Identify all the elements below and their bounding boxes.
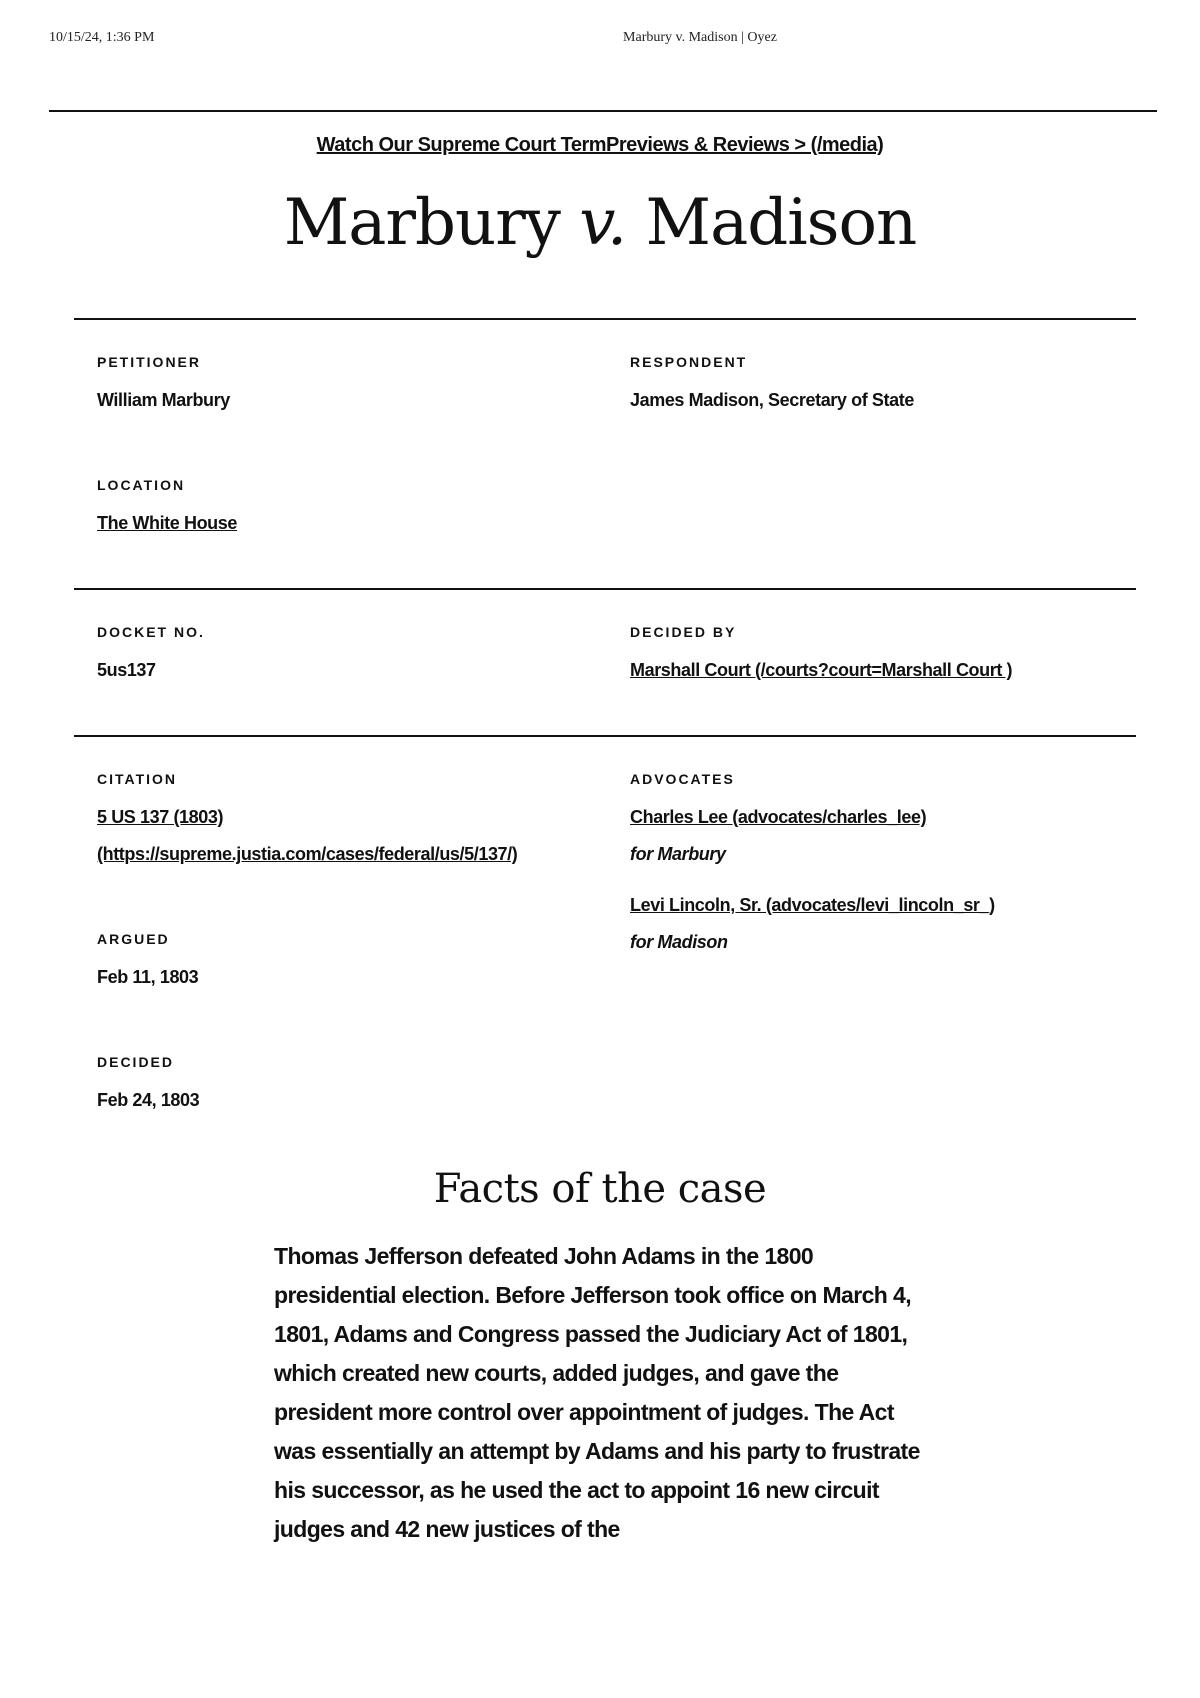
decided-by-link[interactable]: Marshall Court (/courts?court=Marshall Court ) <box>630 660 1013 680</box>
facts-heading: Facts of the case <box>433 1166 767 1212</box>
petitioner-value: William Marbury <box>97 390 230 410</box>
argued-value: Feb 11, 1803 <box>97 967 199 987</box>
location-label: LOCATION <box>97 477 186 493</box>
top-divider <box>49 110 1157 112</box>
petitioner-field <box>97 354 230 419</box>
print-header <box>0 30 1200 52</box>
section-divider <box>74 588 1136 590</box>
print-page-title: Marbury v. Madison | Oyez <box>623 30 777 45</box>
advocate-role: for Madison <box>630 932 728 952</box>
citation-link-text: 5 US 137 (1803) <box>97 807 224 827</box>
advocate-link[interactable]: Levi Lincoln, Sr. (advocates/levi_lincoln_sr_) <box>630 895 995 915</box>
docket-field <box>97 624 205 689</box>
case-title-petitioner: Marbury <box>283 186 580 260</box>
advocates-field <box>630 771 995 961</box>
docket-label: DOCKET NO. <box>97 624 205 640</box>
section-divider <box>74 735 1136 737</box>
section-divider <box>74 318 1136 320</box>
location-field <box>97 477 237 542</box>
docket-value: 5us137 <box>97 660 156 680</box>
decided-by-field <box>630 624 1012 689</box>
petitioner-label: PETITIONER <box>97 354 202 370</box>
citation-link[interactable] <box>97 799 517 873</box>
citation-label: CITATION <box>97 771 178 787</box>
decided-label: DECIDED <box>97 1054 175 1070</box>
respondent-field <box>630 354 914 419</box>
decided-by-label: DECIDED BY <box>630 624 737 640</box>
respondent-value: James Madison, Secretary of State <box>630 390 914 410</box>
argued-label: ARGUED <box>97 931 170 947</box>
citation-field <box>97 771 517 873</box>
advocate-link[interactable]: Charles Lee (advocates/charles_lee) <box>630 807 927 827</box>
respondent-label: RESPONDENT <box>630 354 748 370</box>
decided-field <box>97 1054 199 1119</box>
argued-field <box>97 931 198 996</box>
print-date: 10/15/24, 1:36 PM <box>49 30 155 45</box>
advocate-role: for Marbury <box>630 844 726 864</box>
facts-body: Thomas Jefferson defeated John Adams in the 1800 presidential election. Before Jefferson took office on March 4, 1801, Adams and Congress passed the Judiciary Act of 1801, which created new courts, added judges, and gave the president more control over appointment of judges. The Act was essentially an attempt by Adams and his party to frustrate his successor, as he used the act to appoint 16 new circuit judges and 42 new justices of the <box>274 1243 920 1542</box>
location-link[interactable]: The White House <box>97 513 238 533</box>
decided-value: Feb 24, 1803 <box>97 1090 200 1110</box>
case-title-versus: v. <box>579 186 627 260</box>
advocates-label: ADVOCATES <box>630 771 735 787</box>
case-title-respondent: Madison <box>626 186 917 260</box>
citation-link-url: (https://supreme.justia.com/cases/federal/us/5/137/) <box>97 844 518 864</box>
case-title <box>0 186 1200 260</box>
term-previews-link[interactable]: Watch Our Supreme Court TermPreviews & Reviews > (/media) <box>316 134 884 156</box>
